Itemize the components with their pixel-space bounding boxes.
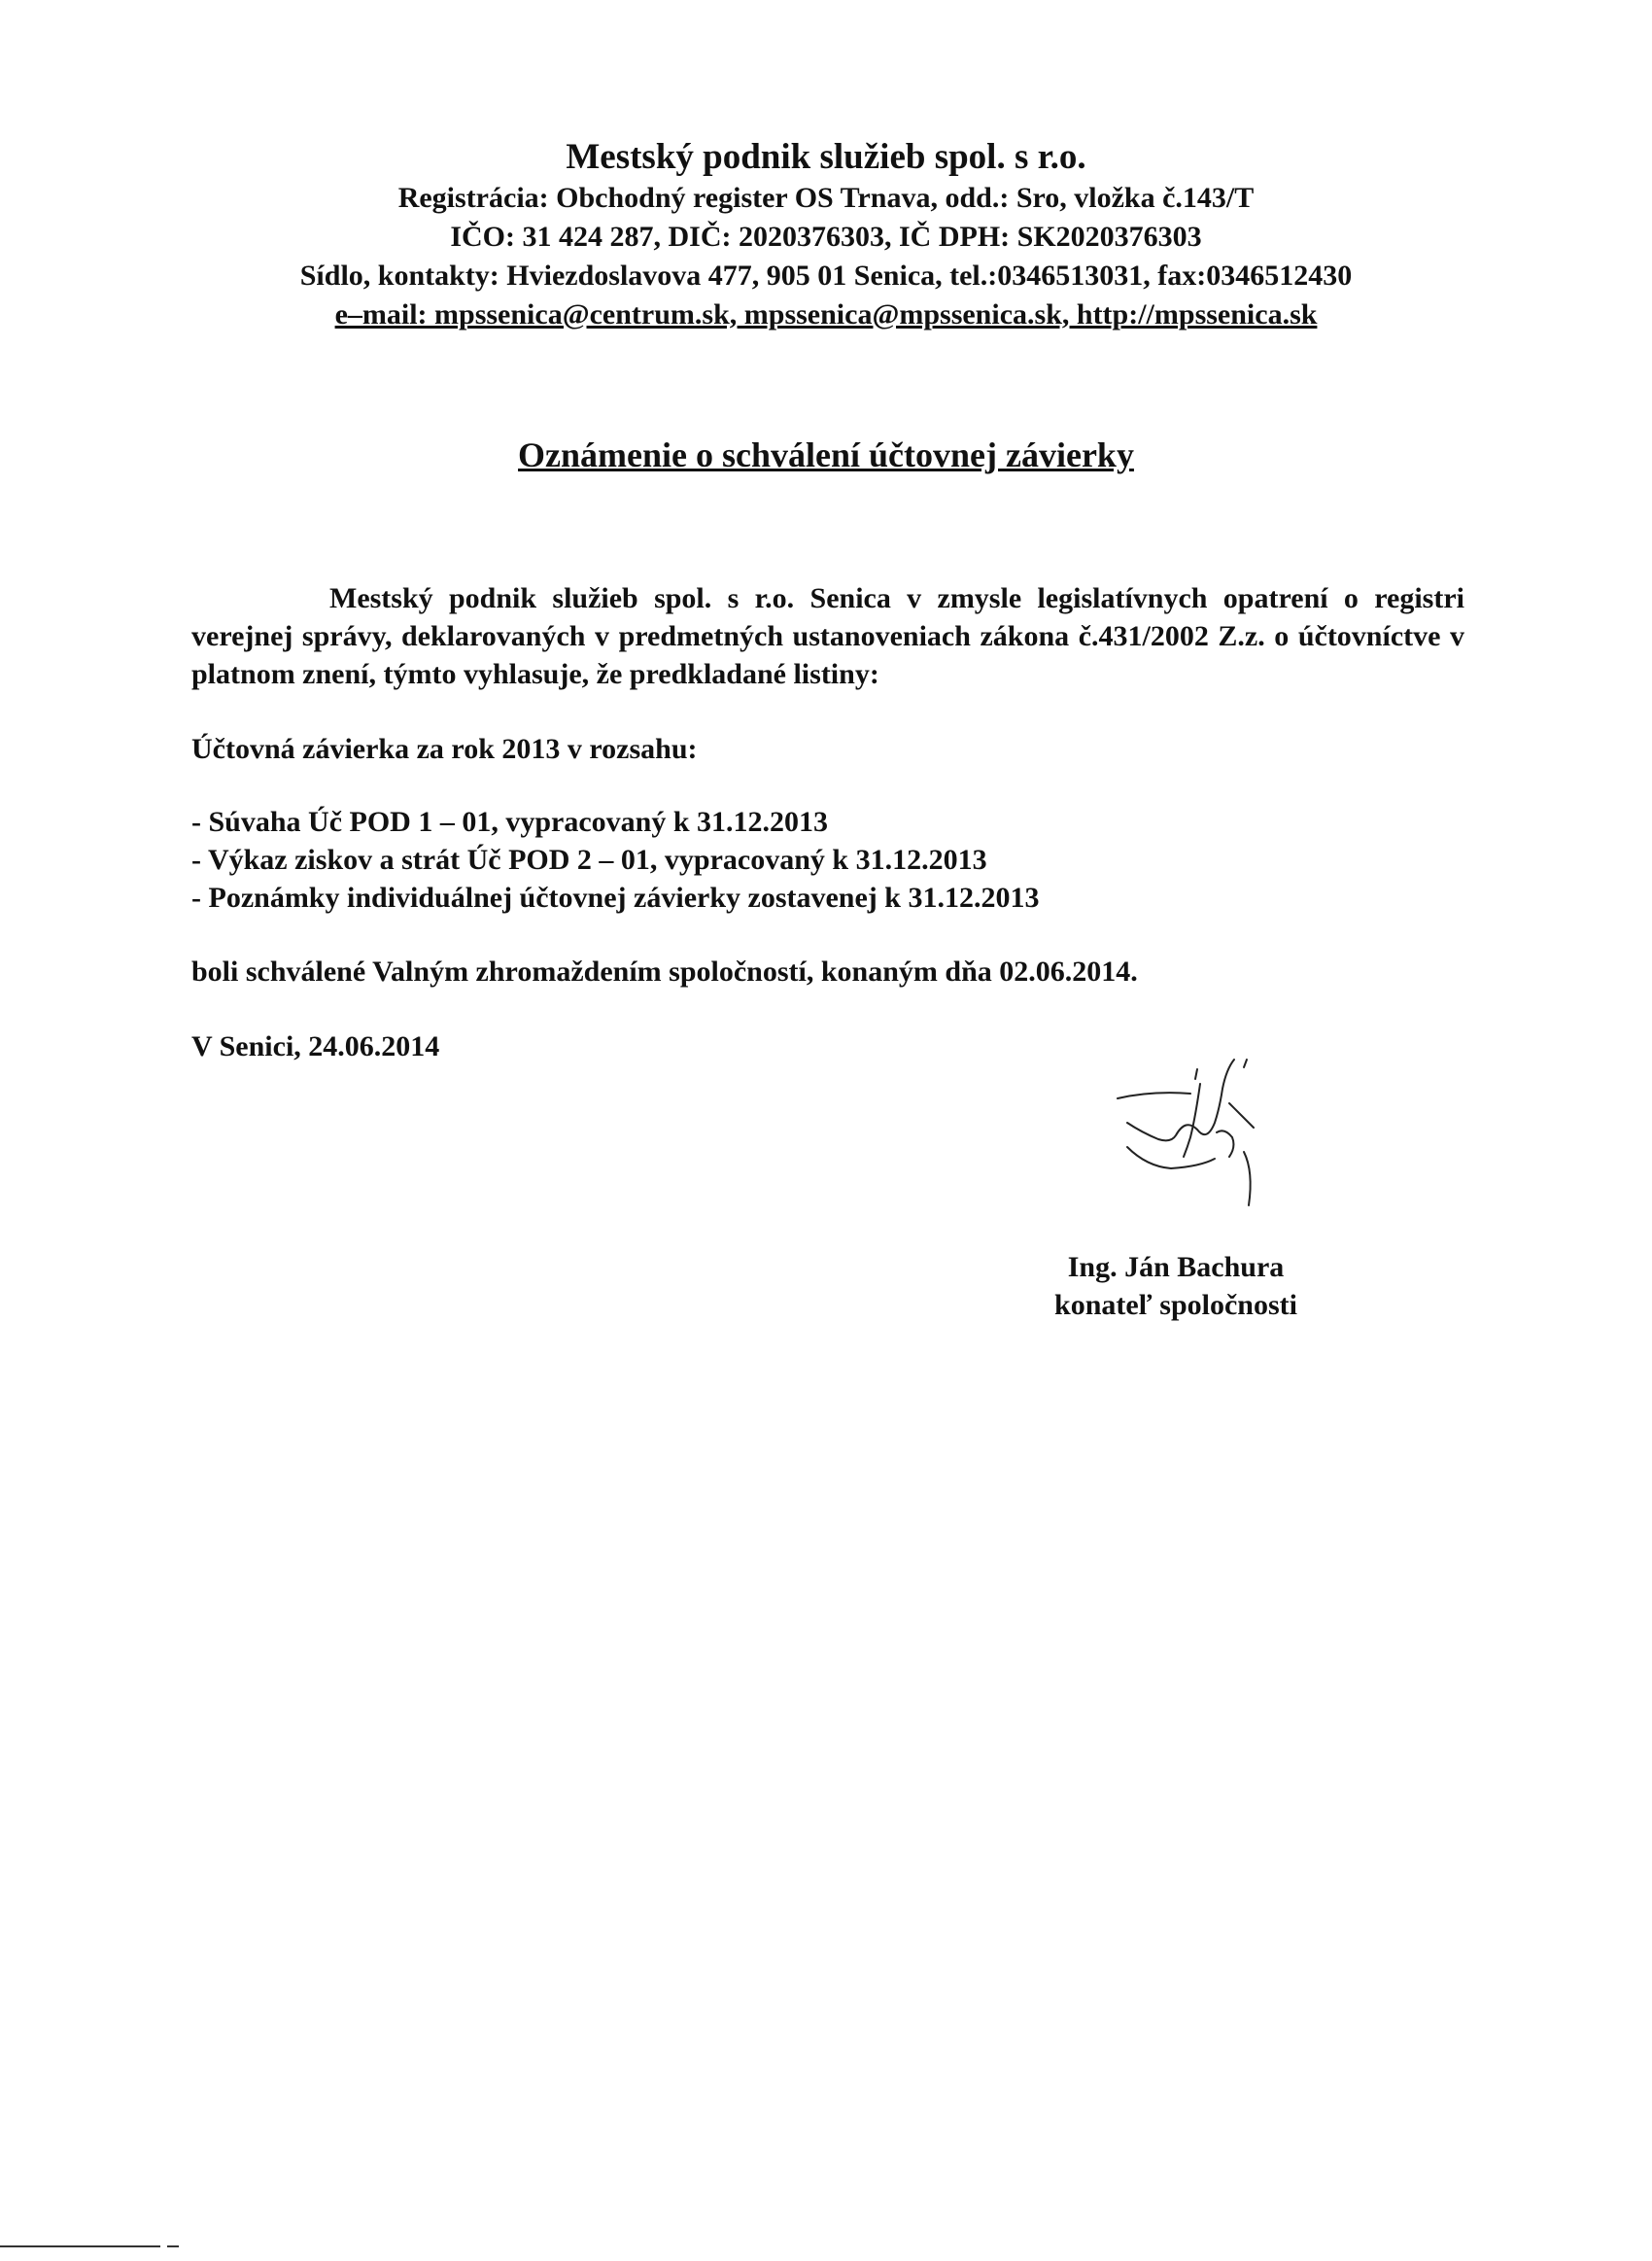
address-line: Sídlo, kontakty: Hviezdoslavova 477, 905 01 Senica, tel.:0346513031, fax:0346512430 <box>299 260 1353 292</box>
scope-line: Účtovná závierka za rok 2013 v rozsahu: <box>191 733 698 765</box>
signer-name: Ing. Ján Bachura <box>1067 1251 1285 1283</box>
place-date: V Senici, 24.06.2014 <box>191 1030 440 1062</box>
handwritten-signature <box>1108 1050 1341 1244</box>
document-title: Oznámenie o schválení účtovnej závierky <box>518 435 1134 474</box>
list-item: - Poznámky individuálnej účtovnej závierky zostavenej k 31.12.2013 <box>191 882 1040 914</box>
approval-statement: boli schválené Valným zhromaždením spoločností, konaným dňa 02.06.2014. <box>191 956 1138 988</box>
signer-block <box>972 1248 1380 1324</box>
document-list <box>191 803 1464 917</box>
list-item: - Výkaz ziskov a strát Úč POD 2 – 01, vypracovaný k 31.12.2013 <box>191 844 987 876</box>
list-item: - Súvaha Úč POD 1 – 01, vypracovaný k 31.12.2013 <box>191 806 829 838</box>
footer-rule <box>0 2245 160 2247</box>
signer-role: konateľ spoločnosti <box>1054 1289 1297 1321</box>
registration-line: Registrácia: Obchodný register OS Trnava, odd.: Sro, vložka č.143/T <box>397 182 1255 214</box>
contacts-text: e–mail: mpssenica@centrum.sk, mpssenica@mpssenica.sk, http://mpssenica.sk <box>334 298 1318 330</box>
company-name: Mestský podnik služieb spol. s r.o. <box>566 137 1086 177</box>
contacts-line <box>146 296 1506 334</box>
footer-rule-tick <box>167 2245 179 2247</box>
letterhead <box>146 136 1506 334</box>
company-ids-line: IČO: 31 424 287, DIČ: 2020376303, IČ DPH: SK2020376303 <box>450 221 1202 253</box>
intro-paragraph: Mestský podnik služieb spol. s r.o. Senica v zmysle legislatívnych opatrení o registri verejnej správy, deklarovaných v predmetných ustanoveniach zákona č.431/2002 Z.z. o účtovníctve v platnom znení, týmto vyhlasuje, že predkladané listiny: <box>191 582 1464 690</box>
